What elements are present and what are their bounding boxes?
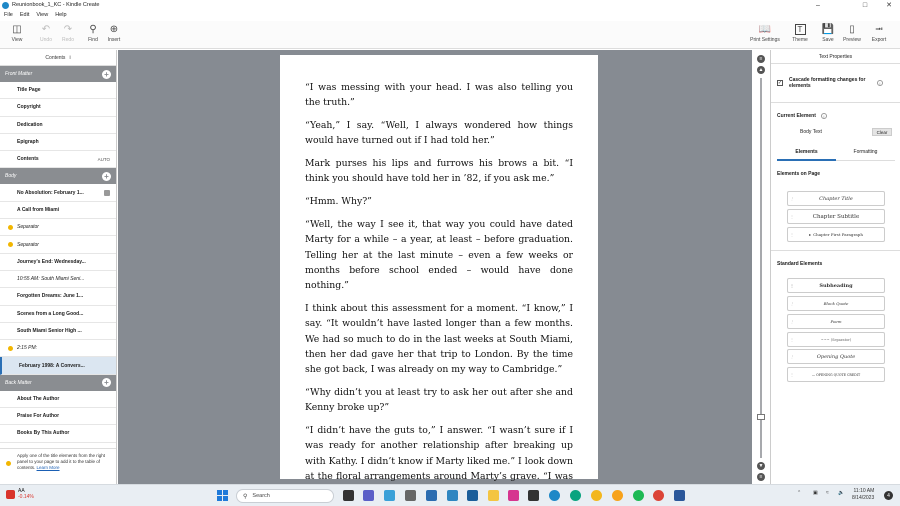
book-page[interactable] <box>280 55 598 483</box>
chapter-first-paragraph-element[interactable]: ⋮ ▸ Chapter First Paragraph <box>787 227 885 242</box>
bullet-icon <box>6 461 11 466</box>
kindle-create-taskbar-icon[interactable] <box>384 490 395 501</box>
bullet-icon <box>8 225 13 230</box>
teams-icon[interactable] <box>363 490 374 501</box>
paragraph[interactable]: “Why didn’t you at least try to ask her out after she and Kenny broke up?” <box>305 387 573 414</box>
bullet-icon <box>8 346 13 351</box>
toc-tip: Apply one of the title elements from the right panel to your page to add it to the table of contents. Learn More <box>0 448 116 484</box>
current-element-value-row <box>800 128 892 136</box>
info-icon: i <box>69 54 71 61</box>
scroll-thumb[interactable] <box>757 414 765 420</box>
drag-handle-icon[interactable]: ⋮ <box>790 214 794 219</box>
current-element-value: Body Text <box>800 129 822 135</box>
current-element-row: Current Element i <box>777 113 827 119</box>
toc-item[interactable]: Title Page <box>0 82 116 99</box>
opening-quote-element[interactable]: ⋮ Opening Quote <box>787 349 885 364</box>
toc-item[interactable]: 2:15 PM: <box>0 340 116 357</box>
contents-panel <box>0 50 117 484</box>
add-front-matter-icon[interactable]: + <box>102 70 111 79</box>
divider <box>771 250 900 251</box>
opening-quote-credit-element[interactable]: ⋮ — OPENING QUOTE CREDIT <box>787 367 885 382</box>
menu-help[interactable]: Help <box>55 11 67 18</box>
drag-handle-icon[interactable]: ⋮ <box>790 319 794 324</box>
body-section[interactable]: Body + <box>0 168 116 184</box>
tab-formatting[interactable]: Formatting <box>836 149 895 161</box>
chapter-title-element[interactable]: ⋮ Chapter Title <box>787 191 885 206</box>
toc-item[interactable]: Books By This Author <box>0 425 116 442</box>
kindle-create-app-icon <box>2 2 9 9</box>
save-icon: 💾 <box>821 23 835 35</box>
export-button[interactable]: ⭲ Export <box>871 23 887 43</box>
kindle-icon[interactable] <box>549 490 560 501</box>
clock[interactable]: 11:10 AM 8/14/2023 <box>852 488 875 501</box>
redo-button[interactable]: ↷ Redo <box>62 23 74 43</box>
toc-item[interactable]: A Call from Miami <box>0 202 116 219</box>
paragraph[interactable]: I think about this assessment for a moment. “I know,” I say. “It wouldn’t have lasted longer than a few months. We had so much to do in the last weeks at South Miami, then her dad gave her that trip to London. By the time she got back, I was already on my way to Cambridge.” <box>305 303 573 376</box>
book-icon: 📖 <box>758 23 772 35</box>
learn-more-link[interactable]: Learn More <box>36 465 60 470</box>
menu-view[interactable]: View <box>36 11 49 18</box>
add-body-icon[interactable]: + <box>102 172 111 181</box>
instagram-icon[interactable] <box>508 490 519 501</box>
menu-file[interactable]: File <box>4 11 13 18</box>
editor-canvas <box>118 50 752 484</box>
toc-item[interactable]: Dedication <box>0 117 116 134</box>
add-back-matter-icon[interactable]: + <box>102 378 111 387</box>
drag-handle-icon[interactable]: ⋮ <box>790 196 794 201</box>
stock-icon <box>6 490 15 499</box>
menu-edit[interactable]: Edit <box>19 11 30 18</box>
drag-handle-icon[interactable]: ⋮ <box>790 301 794 306</box>
volume-icon[interactable]: 🔈 <box>838 490 845 496</box>
toc-item-contents[interactable]: Contents AUTO <box>0 151 116 168</box>
print-settings-button[interactable]: 📖 Print Settings <box>750 23 780 43</box>
app-tray-icon[interactable]: ▣ <box>813 490 818 496</box>
taskbar-search[interactable]: ⚲ Search <box>236 489 334 503</box>
app-icon[interactable] <box>467 490 478 501</box>
drag-handle-icon[interactable]: ⋮ <box>790 354 794 359</box>
search-icon: ⚲ <box>89 23 97 35</box>
paragraph[interactable]: “Hmm. Why?” <box>305 196 372 208</box>
poem-element[interactable]: ⋮ Poem <box>787 314 885 329</box>
find-button[interactable]: ⚲ Find <box>88 23 98 43</box>
export-icon: ⭲ <box>875 23 883 35</box>
scroll-top-icon[interactable]: ≡ <box>757 55 765 63</box>
drag-handle-icon[interactable]: ⋮ <box>790 283 794 288</box>
toc-item[interactable]: No Absolution: February 1... <box>0 184 116 201</box>
plus-circle-icon: ⊕ <box>109 23 119 35</box>
divider <box>771 102 900 103</box>
scroll-bottom-icon[interactable]: ≡ <box>757 473 765 481</box>
info-icon[interactable]: i <box>821 113 827 119</box>
toc-item[interactable]: 10:55 AM: South Miami Seni... <box>0 271 116 288</box>
auto-label: AUTO <box>97 156 110 162</box>
block-quote-element[interactable]: ⋮ Block Quote <box>787 296 885 311</box>
paragraph[interactable]: “I was messing with your head. I was also telling you the truth.” <box>305 82 573 109</box>
clear-button[interactable]: Clear <box>872 128 892 136</box>
theme-icon: T <box>795 24 806 35</box>
scroll-up-icon[interactable]: ▲ <box>758 67 764 73</box>
title-bar <box>0 0 900 10</box>
menu-bar <box>0 10 900 19</box>
spotify-icon[interactable] <box>633 490 644 501</box>
theme-button[interactable]: T Theme <box>792 24 808 43</box>
minimize-button[interactable]: – <box>816 1 820 9</box>
toc-item[interactable]: Journey's End: Wednesday... <box>0 254 116 271</box>
preview-button[interactable]: ▯ Preview <box>843 23 861 43</box>
page-badge-icon <box>104 190 110 196</box>
contents-header: Contents i <box>0 50 116 66</box>
cascade-checkbox[interactable]: ✓ <box>777 80 783 86</box>
paragraph[interactable]: “I didn’t have the guts to,” I answer. “I wasn’t sure if I was ready for another relationship after breaking up with Kathy. I didn’t know if Marty liked me.” I look down at the floral arrangements around Marty’s grave. “I was <box>305 425 573 483</box>
weather-widget[interactable]: AA -0.14% <box>6 488 34 500</box>
notification-badge[interactable]: 4 <box>884 491 893 500</box>
app-icon[interactable] <box>426 490 437 501</box>
separator-element[interactable]: ⋮ ~~~ (Separator) <box>787 332 885 347</box>
redo-icon: ↷ <box>63 23 73 35</box>
chrome-icon[interactable] <box>653 490 664 501</box>
cascade-row: ✓ Cascade formatting changes for elements i <box>777 77 895 89</box>
task-view-icon[interactable] <box>343 490 354 501</box>
search-icon: ⚲ <box>243 493 248 500</box>
toc-item[interactable]: Separator <box>0 236 116 253</box>
device-icon: ▯ <box>849 23 855 35</box>
drag-handle-icon[interactable]: ⋮ <box>790 372 794 377</box>
drag-handle-icon[interactable]: ⋮ <box>790 232 794 237</box>
cursor-icon: ▸ <box>809 232 812 237</box>
word-icon[interactable] <box>674 490 685 501</box>
subheading-element[interactable]: ⋮ Subheading <box>787 278 885 293</box>
page-scrollbar[interactable] <box>756 55 766 479</box>
undo-icon: ↶ <box>41 23 51 35</box>
text-properties-panel <box>770 50 900 484</box>
properties-tabs <box>777 149 895 161</box>
scroll-track[interactable] <box>760 78 762 458</box>
scroll-down-icon[interactable]: ▼ <box>758 463 764 469</box>
tiktok-icon[interactable] <box>528 490 539 501</box>
chapter-subtitle-element[interactable]: ⋮ Chapter Subtitle <box>787 209 885 224</box>
taskbar <box>0 484 900 506</box>
app-icon[interactable] <box>405 490 416 501</box>
back-matter-section[interactable]: Back Matter + <box>0 375 116 391</box>
toolbar <box>0 21 900 49</box>
app-icon[interactable] <box>612 490 623 501</box>
bullet-icon <box>8 242 13 247</box>
paragraph[interactable]: Mark purses his lips and furrows his brows a bit. “I think you should have told her in ’82, if you ask me.” <box>305 158 573 185</box>
toc-item[interactable]: Forgotten Dreams: June 1... <box>0 288 116 305</box>
view-icon: ◫ <box>12 23 22 35</box>
toc-item[interactable]: Epigraph <box>0 134 116 151</box>
toc-item[interactable]: Scenes from a Long Good... <box>0 306 116 323</box>
toc-item-selected[interactable]: February 1998: A Convers... <box>0 357 116 374</box>
front-matter-section[interactable]: Front Matter + <box>0 66 116 82</box>
edge-icon[interactable] <box>570 490 581 501</box>
chevron-up-icon[interactable]: ⌃ <box>797 490 802 496</box>
wifi-icon[interactable]: ≈ <box>826 490 829 496</box>
view-button[interactable]: ◫ View <box>11 23 23 43</box>
toc-item[interactable]: About The Author <box>0 391 116 408</box>
insert-button[interactable]: ⊕ Insert <box>107 23 121 43</box>
text-properties-header: Text Properties <box>771 50 900 64</box>
file-explorer-icon[interactable] <box>488 490 499 501</box>
app-icon[interactable] <box>591 490 602 501</box>
start-icon[interactable] <box>217 490 228 501</box>
elements-on-page-heading: Elements on Page <box>777 171 821 177</box>
save-button[interactable]: 💾 Save <box>821 23 835 43</box>
toc-item[interactable]: South Miami Senior High ... <box>0 323 116 340</box>
info-icon[interactable]: i <box>877 80 883 86</box>
app-icon[interactable] <box>447 490 458 501</box>
window-title: Reunionbook_1_KC - Kindle Create <box>12 2 100 8</box>
toc-item[interactable]: Copyright <box>0 99 116 116</box>
undo-button[interactable]: ↶ Undo <box>40 23 52 43</box>
standard-elements-heading: Standard Elements <box>777 261 823 267</box>
tab-elements[interactable]: Elements <box>777 149 836 161</box>
paragraph[interactable]: “Yeah,” I say. “Well, I always wondered how things would have turned out if I had told her.” <box>305 120 573 147</box>
toc-item[interactable]: Separator <box>0 219 116 236</box>
toc-item[interactable]: Praise For Author <box>0 408 116 425</box>
paragraph[interactable]: “Well, the way I see it, that way you could have dated Marty for a while – a year, at least – before graduation. Telling her at the last minute – even a few weeks or months before school ended – would have done nothing.” <box>305 219 573 292</box>
drag-handle-icon[interactable]: ⋮ <box>790 337 794 342</box>
close-button[interactable]: ✕ <box>886 2 892 9</box>
maximize-button[interactable]: □ <box>862 1 868 9</box>
